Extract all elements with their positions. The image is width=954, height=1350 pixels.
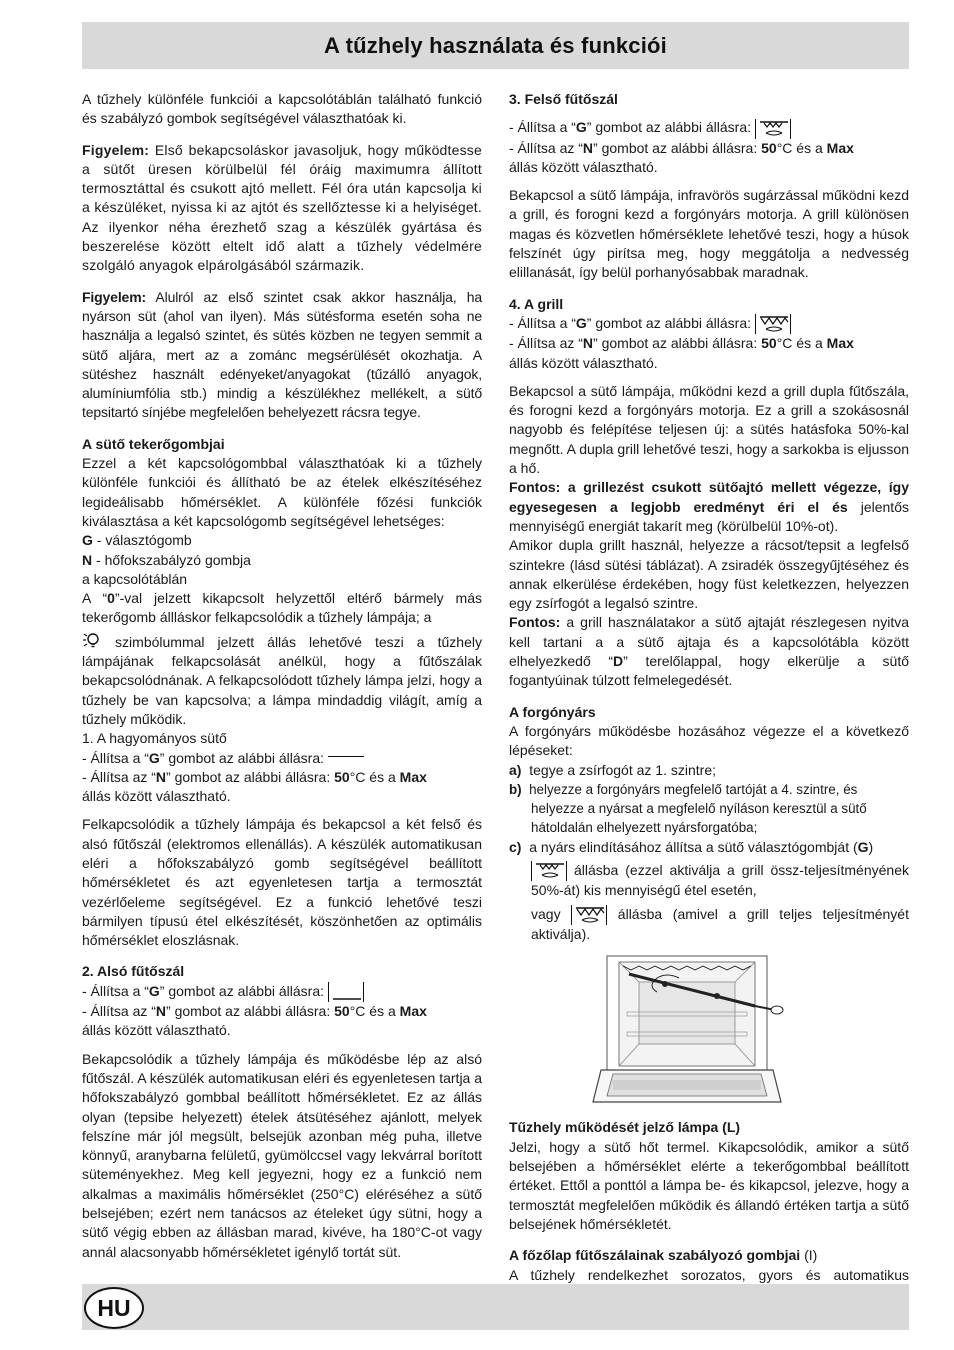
step-c-end: ): [868, 838, 874, 855]
set-n-d: 50: [334, 768, 350, 785]
warning-text-1: Első bekapcsoláskor javasoljuk, hogy működtesse a sütőt üresen körülbelül fél óráig maximumra állított termosztáttal és csukott ajtó mellett. Fél óra után kapcsolja ki a készüléket, nyissa ki az ajtót és szellőztesse ki a helyiséget. Az ilyenkor néha érezhető szag a készülék gyártása és beszerelése között eltelt idő alatt a tűzhely védelmére szolgáló anyagok elpárolgásából származik.: [82, 141, 482, 274]
bottom-heating-heading: 2. Alsó fűtőszál: [82, 963, 185, 980]
set-n-e: °C és a: [349, 768, 400, 785]
top-grill-rotisserie-icon: [755, 119, 791, 139]
top-set-n: [509, 139, 909, 158]
t-set-n-f: Max: [826, 139, 854, 156]
conv-range-line: állás között választható.: [82, 788, 231, 805]
step-a-label: a): [509, 761, 522, 778]
step-c-label: c): [509, 838, 522, 855]
b-set-n-d: 50: [334, 1003, 350, 1020]
top-range-line: állás között választható.: [509, 158, 658, 175]
left-column: [82, 90, 482, 1262]
b-set-n-e: °C és a: [349, 1003, 400, 1020]
grill-set-g: [509, 314, 909, 334]
n-text: - hőfokszabályzó gombja: [92, 551, 251, 568]
gr-set-g-b: G: [575, 314, 587, 331]
t-set-g-c: ” gombot az alábbi állásra:: [586, 119, 755, 136]
knobs-heading: A sütő tekerőgombjai: [82, 435, 225, 452]
footer-bar: [82, 1284, 909, 1330]
step-c2-text: állásba (ezzel aktiválja a grill össz-teljesítményének 50%-át) kis mennyiségű étel esetén,: [531, 861, 909, 899]
warning-label-2: Figyelem:: [82, 288, 147, 305]
oven-lamp-heading: Tűzhely működését jelző lámpa (L): [509, 1119, 741, 1136]
t-set-n-d: 50: [761, 139, 777, 156]
important-text-1: jelentős mennyiségű energiát takarít meg (körülbelül 10%-ot).: [509, 498, 909, 534]
step-c-line2: [509, 861, 909, 901]
set-n-c: ” gombot az alábbi állásra:: [166, 768, 335, 785]
lamp-icon: [82, 631, 102, 651]
language-badge: HU: [84, 1287, 144, 1329]
oven-lamp-paragraph: Jelzi, hogy a sütő hőt termel. Kikapcsolódik, amikor a sütő belsejében a hőmérséklet elérte a tekerőgombbal beállított értéket. Ettől a ponttól a lámpa be- és kikapcsol, jelezve, hogy a termosztát megfelelően működik és állandó értéken tartja a sütő belsejének hőmérsékletét.: [509, 1138, 909, 1232]
zero-b: 0: [107, 590, 115, 607]
b-set-n-c: ” gombot az alábbi állásra:: [166, 1003, 335, 1020]
double-grill-paragraph: Amikor dupla grillt használ, helyezze a rácsot/tepsit a legfelső szintekre (lásd sütési táblázat). A zsiradék összegyűjtéséhez és annak elkerülése érdekében, hogy füst keletkezzen, helyezzen egy zsírfogót a legalsó szintre.: [509, 537, 909, 612]
t-set-n-b: N: [582, 139, 594, 156]
top-heating-paragraph: Bekapcsol a sütő lámpája, infravörös sugárzással működni kezd a grill, és forogni kezd a forgónyárs motorja. A grill különösen magas és közvetlen hőmérséklete lehetővé teszi, hogy a húsok felszínét úgy pirítsa meg, hogy meggátolja a nedvesség elillanását, így belül porhanyósabbak maradnak.: [509, 187, 909, 281]
conv-set-g: [82, 749, 482, 768]
step-c-line3: [509, 905, 909, 945]
zero-a: A “: [82, 590, 108, 607]
g-letter: G: [82, 532, 93, 549]
step-c-g: G: [857, 838, 869, 855]
grill-range-line: állás között választható.: [509, 354, 658, 371]
step-c3-or: vagy: [531, 905, 572, 922]
t-set-n-c: ” gombot az alábbi állásra:: [593, 139, 762, 156]
set-g-a: - Állítsa a “: [82, 749, 149, 766]
hob-heading-suffix: (I): [800, 1247, 818, 1264]
conv-set-n: [82, 768, 482, 787]
t-set-g-b: G: [575, 119, 587, 136]
step-c: [509, 838, 909, 857]
n-knob-line: [82, 551, 482, 570]
double-grill-icon: [755, 314, 791, 334]
intro-paragraph: A tűzhely különféle funkciói a kapcsolótáblán található funkció és szabályzó gombok segítségével választhatóak ki.: [82, 91, 482, 127]
set-n-f: Max: [399, 768, 427, 785]
zero-c: ”-val jelzett kikapcsolt helyzettől eltérő bármely más tekerőgomb állláskor felkapcsolódik a tűzhely lámpája; a: [82, 590, 482, 626]
gr-set-n-d: 50: [761, 335, 777, 352]
set-n-a: - Állítsa az “: [82, 768, 156, 785]
conventional-paragraph: Felkapcsolódik a tűzhely lámpája és bekapcsol a két felső és alsó fűtőszál (elektromos ellenállás). A készülék automatikusan eléri a hőfokszabályzó gomb segítségével beállított hőmérsékletet és azt egyenletesen tartja a termosztát vezérlőeleme segítségével. Ez a funkció lehetővé teszi bármilyen típusú étel elkészítését, köszönhetően az optimális hőmérséklet eloszlásnak.: [82, 816, 482, 949]
grill-heading: 4. A grill: [509, 295, 564, 312]
gr-set-n-a: - Állítsa az “: [509, 335, 583, 352]
t-set-n-a: - Állítsa az “: [509, 139, 583, 156]
conventional-heading: 1. A hagyományos sütő: [82, 730, 227, 747]
step-c3-text: állásba (amivel a grill teljes teljesítményét aktiválja).: [531, 905, 909, 942]
right-column: [509, 90, 909, 1304]
lamp-paragraph: [82, 631, 482, 729]
step-b: [509, 780, 909, 838]
gr-set-n-b: N: [582, 335, 594, 352]
lamp-text: szimbólummal jelzett állás lehetővé teszi a tűzhely lámpájának felkapcsolását anélkül, hogy a fűtőszálak bekapcsolódnának. A felkapcsolódott tűzhely lámpa jelzi, hogy a tűzhely be van kapcsolva; a lámpa mindaddig világít, amíg a tűzhely működik.: [82, 633, 482, 727]
b-set-g-c: ” gombot az alábbi állásra:: [159, 982, 328, 999]
top-bottom-heating-icon: [328, 756, 364, 766]
b-set-n-f: Max: [399, 1003, 427, 1020]
page-title: A tűzhely használata és funkciói: [323, 32, 667, 58]
important-b: D: [613, 653, 624, 670]
bottom-set-g: [82, 982, 482, 1002]
gr-set-n-e: °C és a: [776, 335, 827, 352]
important-paragraph-1: [509, 478, 909, 536]
grill-paragraph: Bekapcsol a sütő lámpája, működni kezd a grill dupla fűtőszála, és forogni kezd a forgónyárs motorja. Ez a grill a szokásosnál nagyobb és felépítése teljesen új: a sütés hatásfoka 50%-kal megnőtt. A dupla grill lehetővé teszi, hogy a sarkokba is eljusson a hő.: [509, 382, 909, 477]
rotisserie-heading: A forgónyárs: [509, 703, 596, 720]
set-g-c: ” gombot az alábbi állásra:: [159, 749, 328, 766]
double-grill-icon-2: [571, 905, 607, 925]
step-b-text: helyezze a forgónyárs megfelelő tartóját a 4. szintre, és helyezze a nyársat a megfelelő nyíláson keresztül a sütő hátoldalán elhelyezett nyársforgatóba;: [529, 781, 867, 836]
important-a: a grill használatakor a sütő ajtaját részlegesen nyitva kell tartani a a sütő ajtaja és a kapcsolótábla között elhelyezkedő “: [509, 614, 909, 670]
step-c-text: a nyárs elindításához állítsa a sütő választógombját (: [529, 838, 858, 855]
set-g-b: G: [148, 749, 160, 766]
bottom-heating-paragraph: Bekapcsolódik a tűzhely lámpája és működésbe lép az alsó fűtőszál. A készülék automatikusan eléri és egyenletesen tartja a hőfokszabályzó gombbal beállított hőmérsékletet. Ez az állás olyan (tepsibe helyezett) ételek átsütéséhez ajánlott, melyek felszíne már jól megsült, belsejük azonban még puha, illetve könnyű, aranybarna felületű, gyümölccsel vagy lekvárral borított süteményekhez. Meg kell jegyezni, hogy ez a funkció nem alkalmas a maximális hőmérséklet (250°C) eléréséhez a sütő belsejében; ezért nem tanácsos az ételeket úgy sütni, hogy a sütő végig ebben az állásban marad, kivéve, ha 180°C-ot vagy annál alacsonyabb hőmérsékletet igénylő tortát süt.: [82, 1050, 483, 1260]
step-a: [509, 761, 909, 780]
g-knob-line: [82, 531, 482, 550]
warning-paragraph-2: [82, 288, 482, 423]
n-letter: N: [82, 551, 93, 568]
gr-set-g-c: ” gombot az alábbi állásra:: [586, 314, 755, 331]
top-set-g: [509, 118, 909, 138]
knobs-paragraph: Ezzel a két kapcsológombbal választhatóak ki a tűzhely különféle funkciói és állítható be az ételek elkészítéséhez legideálisabb hőmérséklet. A különféle főzési funkciók kiválasztása a két kapcsológomb segítségével lehetséges:: [82, 455, 482, 529]
zero-paragraph: [82, 589, 482, 628]
step-a-text: tegye a zsírfogót az 1. szintre;: [529, 761, 716, 778]
warning-label-1: Figyelem:: [82, 141, 150, 158]
top-heating-heading: 3. Felső fűtőszál: [509, 91, 618, 107]
t-set-n-e: °C és a: [776, 139, 827, 156]
important-paragraph-2: [509, 613, 909, 690]
bottom-heating-icon: [328, 982, 364, 1002]
warning-text-2: Alulról az első szintet csak akkor használja, ha nyárson süt (ahol van ilyen). Más sütésforma esetén soha ne használja a legalsó szintet, és sütés közben ne tegyen semmit a sütő aljára, mert az a zománc megsérülését okozhatja. A sütéshez használt edényeket/anyagokat (tűzálló anyagok, alumíniumfólia stb.) mindig a készülékhez mellékelt, a sütő tepsitartó sínjébe megfelelően behelyezett rácsra tegye.: [82, 288, 482, 421]
bottom-range-line: állás között választható.: [82, 1022, 231, 1039]
b-set-n-a: - Állítsa az “: [82, 1003, 156, 1020]
top-grill-rotisserie-icon-2: [531, 861, 567, 881]
warning-paragraph-1: [82, 141, 482, 276]
gr-set-n-c: ” gombot az alábbi állásra:: [593, 335, 762, 352]
title-bar: [82, 22, 909, 69]
panel-line: a kapcsolótáblán: [82, 570, 188, 587]
step-b-label: b): [509, 781, 522, 797]
rotisserie-oven-illustration: [587, 952, 787, 1104]
gr-set-n-f: Max: [826, 335, 854, 352]
important-label-2: Fontos:: [509, 614, 561, 631]
hob-heading-bold: A főzőlap fűtőszálainak szabályozó gombjai: [509, 1247, 801, 1264]
t-set-g-a: - Állítsa a “: [509, 119, 576, 136]
b-set-g-a: - Állítsa a “: [82, 982, 149, 999]
important-bold-1: Fontos: a grillezést csukott sütőajtó mellett végezze, így egyesegesen a legjobb eredményt éri el és: [509, 479, 909, 515]
important-c: ” terelőlappal, hogy elkerülje a sütő fogantyúinak túlzott felmelegedését.: [509, 653, 909, 689]
grill-set-n: [509, 334, 909, 353]
bottom-set-n: [82, 1002, 482, 1021]
hob-heading: [509, 1246, 909, 1265]
g-text: - választógomb: [92, 532, 192, 549]
b-set-g-b: G: [148, 982, 160, 999]
set-n-b: N: [155, 768, 167, 785]
rotisserie-intro: A forgónyárs működésbe hozásához végezze el a következő lépéseket:: [509, 722, 909, 759]
gr-set-g-a: - Állítsa a “: [509, 314, 576, 331]
b-set-n-b: N: [155, 1003, 167, 1020]
hob-paragraph: A tűzhely rendelkezhet sorozatos, gyors és automatikus: [509, 1266, 909, 1283]
